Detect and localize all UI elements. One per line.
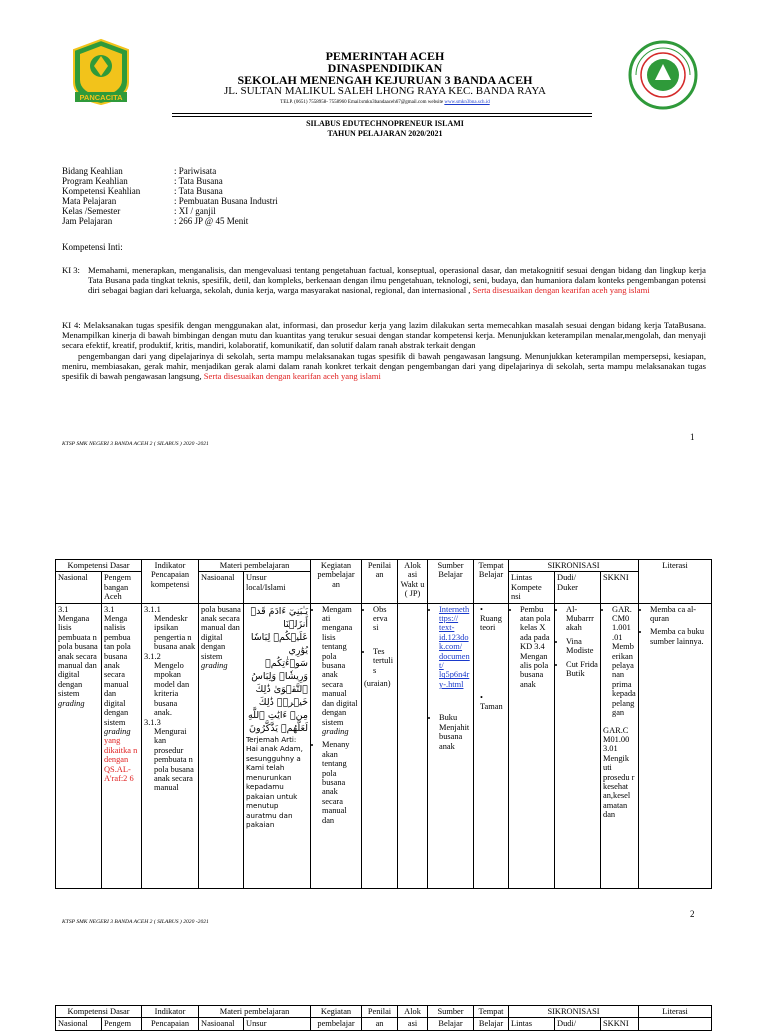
- header-alokasi-sub: asi: [398, 1018, 428, 1030]
- ki4-paragraph: [62, 320, 706, 381]
- info-label: Program Keahlian: [62, 175, 128, 186]
- indikator-num: 3.1.1: [144, 604, 161, 614]
- header-tempat-sub: Belajar: [474, 1018, 509, 1030]
- list-item: • GAR. CM0 1.001 .01 Memb erikan pelaya nan prima kepada pelang gan: [612, 605, 636, 718]
- list-item: • Menany akan tentang pola busana anak secara manual dan: [322, 740, 359, 825]
- pancacita-logo: [70, 38, 132, 106]
- header-line-3: SEKOLAH MENENGAH KEJURUAN 3 BANDA ACEH: [237, 73, 533, 87]
- header-lintas: Lintas: [509, 1018, 555, 1030]
- header-alokasi: Alok asi Wakt u ( JP): [398, 560, 428, 604]
- header-penilaian: Penilai an: [362, 560, 398, 604]
- header-tempat: Tempat Belajar: [474, 560, 509, 604]
- list-item: • Cut Frida Butik: [566, 660, 598, 679]
- cell-sumber: [428, 603, 474, 888]
- indikator-text: Mengelo mpokan model dan kriteria busana anak.: [154, 661, 190, 718]
- header-materi: Materi pembelajaran: [199, 1006, 311, 1018]
- header-materi: Materi pembelajaran: [199, 560, 311, 572]
- skkni-text: GAR.C M01.00 3.01 Mengik uti prosedu r kesehat an,kesel amatan dan: [603, 725, 635, 820]
- ki3-text: Memahami, menerapkan, menganalisis, dan mengevaluasi tentang pengetahuan factual, konseptual, operasional dasar, dan metakognitif sesuai dengan bidang dan lingkup kerja Tata Busana pada tingkat teknis, spesifik, detil, dan kompleks, berkenaan dengan ilmu pengetahuan, teknologi, seni, budaya, dan humaniora dalam konteks pengembangan potensi diri sebagai bagian dari keluarga, sekolah, dunia kerja, warga masyarakat nasional, regional, dan internasional ,: [88, 265, 706, 296]
- info-row: [62, 217, 278, 227]
- header-penilaian-sub: an: [362, 1018, 398, 1030]
- header-kegiatan: Kegiatan pembelajar an: [311, 560, 362, 604]
- header-materi-unsur: Unsur: [244, 1018, 311, 1030]
- list-item: • Ruang teori: [480, 604, 502, 633]
- ki3-body: [88, 265, 706, 296]
- cell-alokasi: [398, 603, 428, 888]
- info-label: Jam Pelajaran: [62, 215, 113, 226]
- ki-title: Kompetensi Inti:: [62, 242, 123, 252]
- syllabus-table-next: [55, 1005, 712, 1031]
- info-value: : XI / ganjil: [174, 205, 216, 216]
- nasional-text: 3.1 Mengana lisis pembuata n pola busana anak secara manual dan digital dengan sistem: [58, 604, 98, 699]
- header-rule-thick: [172, 113, 592, 114]
- indikator-text: Mengurai kan prosedur pembuata n pola busana anak secara manual: [154, 726, 194, 793]
- materi-italic: grading: [201, 661, 228, 671]
- ki3-paragraph: [62, 265, 706, 296]
- list-item: [322, 605, 359, 737]
- list-item: • Pembu atan pola kelas X ada pada KD 3.4 Mengan alis pola busana anak: [520, 605, 552, 690]
- header-skkni: SKKNI: [601, 1018, 639, 1030]
- header-indikator: Indikator Pencapaian kompetensi: [142, 560, 199, 604]
- syllabus-title: SILABUS EDUTECHNOPRENEUR ISLAMI: [306, 119, 464, 128]
- cell-penilaian: [362, 603, 398, 888]
- materi-text: pola busana anak secara manual dan digital dengan sistem: [201, 604, 241, 661]
- table-row: [56, 603, 712, 888]
- ki4-text-a: KI 4: Melaksanakan tugas spesifik dengan menggunakan alat, informasi, dan prosedur kerja yang lazim dilakukan serta memecahkan masalah sesuai dengan bidang kerja TataBusana. Menampilkan kinerja di bawah bimbingan dengan mutu dan kuantitas yang terukur sesuai dengan standar kompetensi kerja. Menunjukkan keterampilan menalar,mengolah, dan menyaji secara efektif, kreatif, produktif, kritis, mandiri, kolaboratif, komunikatif, dan solutif dalam ranah abstrak terkait dengan: [62, 320, 706, 351]
- cell-lintas: [509, 603, 555, 888]
- page-footer: KTSP SMK NEGERI 3 BANDA ACEH 2 ( SILABUS ) 2020 -2021: [62, 919, 209, 925]
- list-item: • Obs erva si: [373, 605, 395, 633]
- syllabus-table: [55, 559, 712, 889]
- header-contact: [150, 100, 620, 105]
- quran-verse: يَـٰبَنِيٓ ءَادَمَ قَدۡ أَنزَلۡنَا عَلَيۡكُمۡ لِبَاسٗا يُوَٰرِي سَوۡءَٰتِكُمۡ وَرِيشٗاۖ وَلِبَاسُ ٱلتَّقۡوَىٰ ذَٰلِكَ خَيۡرٞۚ ذَٰلِكَ مِنۡ ءَايَٰتِ ٱللَّهِ لَعَلَّهُمۡ يَذَّكَّرُونَ: [248, 605, 309, 734]
- header-nasional: Nasional: [56, 1018, 102, 1030]
- cell-nasional: [56, 603, 102, 888]
- indikator-num: 3.1.3: [144, 717, 161, 727]
- verse-translation: Terjemah Arti: Hai anak Adam, sesungguhny a Kami telah menurunkan kepadamu pakaian untuk menutup auratmu dan pakaian: [246, 734, 303, 830]
- header-line-1: PEMERINTAH ACEH: [325, 49, 445, 63]
- pengembangan-red: yang dikaitka n dengan QS.AL-A'raf:2 6: [104, 736, 138, 783]
- info-label: Bidang Keahlian: [62, 166, 123, 176]
- indikator-text: Mendeskr ipsikan pengertia n busana anak: [154, 614, 196, 652]
- info-label: Kelas /Semester: [62, 205, 121, 216]
- cell-dudi: [555, 603, 601, 888]
- header-materi-nasional: Nasioanal: [199, 1018, 244, 1030]
- cell-materi-nasional: [199, 603, 244, 888]
- header-dudi: Dudi/: [555, 1018, 601, 1030]
- header-dudi: Dudi/ Duker: [555, 572, 601, 603]
- info-value: : Pariwisata: [174, 166, 217, 176]
- table-header-row: [56, 560, 712, 572]
- svg-text:PANCACITA: PANCACITA: [79, 93, 123, 102]
- info-value: : Tata Busana: [174, 185, 223, 196]
- list-item: • Memba ca al-quran: [650, 605, 709, 624]
- cell-pengembangan: [102, 603, 142, 888]
- list-item: • Tes tertuli s: [373, 647, 395, 675]
- header-sikronisasi: SIKRONISASI: [509, 560, 639, 572]
- header-materi-unsur: Unsur local/Islami: [244, 572, 311, 603]
- header-tempat: Tempat: [474, 1006, 509, 1018]
- kegiatan-italic: grading: [322, 726, 349, 736]
- page-footer: KTSP SMK NEGERI 3 BANDA ACEH 2 ( SILABUS ) 2020 -2021: [62, 441, 209, 447]
- cell-materi-unsur: [244, 603, 311, 888]
- header-sumber: Sumber Belajar: [428, 560, 474, 604]
- list-item: • Vina Modiste: [566, 637, 598, 656]
- header-sumber: Sumber: [428, 1006, 474, 1018]
- cell-skkni: [601, 603, 639, 888]
- contact-text: TELP. (0651) 7558958- 7558960 Email:smkn3bandaaceh67@gmail.com website: [280, 100, 444, 105]
- header-kegiatan-sub: pembelajar: [311, 1018, 362, 1030]
- penilaian-note: (uraian): [364, 679, 391, 689]
- header-line-2: DINASPENDIDIKAN: [327, 61, 443, 75]
- header-indikator-sub: Pencapaian: [142, 1018, 199, 1030]
- header-literasi-sub: [639, 1018, 712, 1030]
- header-lintas: Lintas Kompete nsi: [509, 572, 555, 603]
- ki4-body-b: [62, 351, 706, 382]
- page-number: 2: [690, 909, 695, 919]
- page-number: 1: [690, 432, 695, 442]
- info-value: : Tata Busana: [174, 175, 223, 186]
- tempat-text: Taman: [480, 702, 503, 712]
- header-pengembangan: Pengem: [102, 1018, 142, 1030]
- cell-literasi: [639, 603, 712, 888]
- cell-tempat: [474, 603, 509, 888]
- list-item: • Buku Menjahit busana anak: [439, 713, 471, 751]
- header-nasional: Nasional: [56, 572, 102, 603]
- cell-indikator: [142, 603, 199, 888]
- list-item: • Al-Mubarrr akah: [566, 605, 598, 633]
- ki3-label: KI 3:: [62, 265, 80, 275]
- website-link[interactable]: www.smkn3bna.sch.id: [444, 100, 490, 105]
- nasional-italic: grading: [58, 698, 85, 708]
- header-materi-nasional: Nasioanal: [199, 572, 244, 603]
- header-alokasi: Alok: [398, 1006, 428, 1018]
- ki4-text-b: pengembangan dari yang dipelajarinya di sekolah, serta mampu melaksanakan tugas spesifik di bawah pengawasan langsung. Menunjukkan keterampilan mempersepsi, kesiapan, meniru, membiasakan, gerak mahir, menjadikan gerak alami dalam ranah konkret terkait dengan pengembangan dari yang dipelajarinya di sekolah, serta mampu melaksanakan tugas spesifik di bawah pengawasan langsung,: [62, 350, 706, 382]
- header-kegiatan: Kegiatan: [311, 1006, 362, 1018]
- header-indikator: Indikator: [142, 1006, 199, 1018]
- header-kd: Kompetensi Dasar: [56, 560, 142, 572]
- header-skkni: SKKNI: [601, 572, 639, 603]
- header-address: JL. SULTAN MALIKUL SALEH LHONG RAYA KEC. BANDA RAYA: [223, 85, 547, 97]
- table-subheader-row: [56, 1018, 712, 1030]
- pengembangan-text: 3.1 Menga nalisis pembua tan pola busana anak secara manual dan digital dengan sistem: [104, 604, 131, 727]
- header-penilaian: Penilai: [362, 1006, 398, 1018]
- header-rule-thin: [172, 116, 592, 117]
- header-kd: Kompetensi Dasar: [56, 1006, 142, 1018]
- table-header-row: [56, 1006, 712, 1018]
- info-label: Kompetensi Keahlian: [62, 185, 141, 196]
- ki3-red-note: Serta disesuaikan dengan kearifan aceh yang islami: [472, 285, 650, 296]
- list-item: • Taman: [480, 692, 503, 712]
- list-item: [439, 605, 471, 690]
- source-link[interactable]: Interneth ttps:// text-id.123do k.com/ documen t/ lq5p6n4r y-.html: [439, 604, 470, 689]
- header-pengembangan: Pengem bangan Aceh: [102, 572, 142, 603]
- tempat-text: Ruang teori: [480, 614, 502, 633]
- course-info: [62, 167, 278, 226]
- cell-kegiatan: [311, 603, 362, 888]
- indikator-num: 3.1.2: [144, 651, 161, 661]
- ki4-red-note: Serta disesuaikan dengan kearifan aceh yang islami: [203, 371, 381, 382]
- info-value: : Pembuatan Busana Industri: [174, 195, 278, 206]
- school-logo: [628, 40, 698, 110]
- info-label: Mata Pelajaran: [62, 195, 117, 206]
- info-value: : 266 JP @ 45 Menit: [174, 215, 249, 226]
- header-literasi: Literasi: [639, 560, 712, 604]
- syllabus-year: TAHUN PELAJARAN 2020/2021: [327, 129, 443, 138]
- kegiatan-text: Mengam ati mengana lisis tentang pola busana anak secara manual dan digital dengan sistem: [322, 604, 358, 727]
- header-sikronisasi: SIKRONISASI: [509, 1006, 639, 1018]
- header-literasi: Literasi: [639, 1006, 712, 1018]
- pengembangan-italic: grading: [104, 726, 131, 736]
- header-sumber-sub: Belajar: [428, 1018, 474, 1030]
- list-item: • Memba ca buku sumber lainnya.: [650, 627, 709, 646]
